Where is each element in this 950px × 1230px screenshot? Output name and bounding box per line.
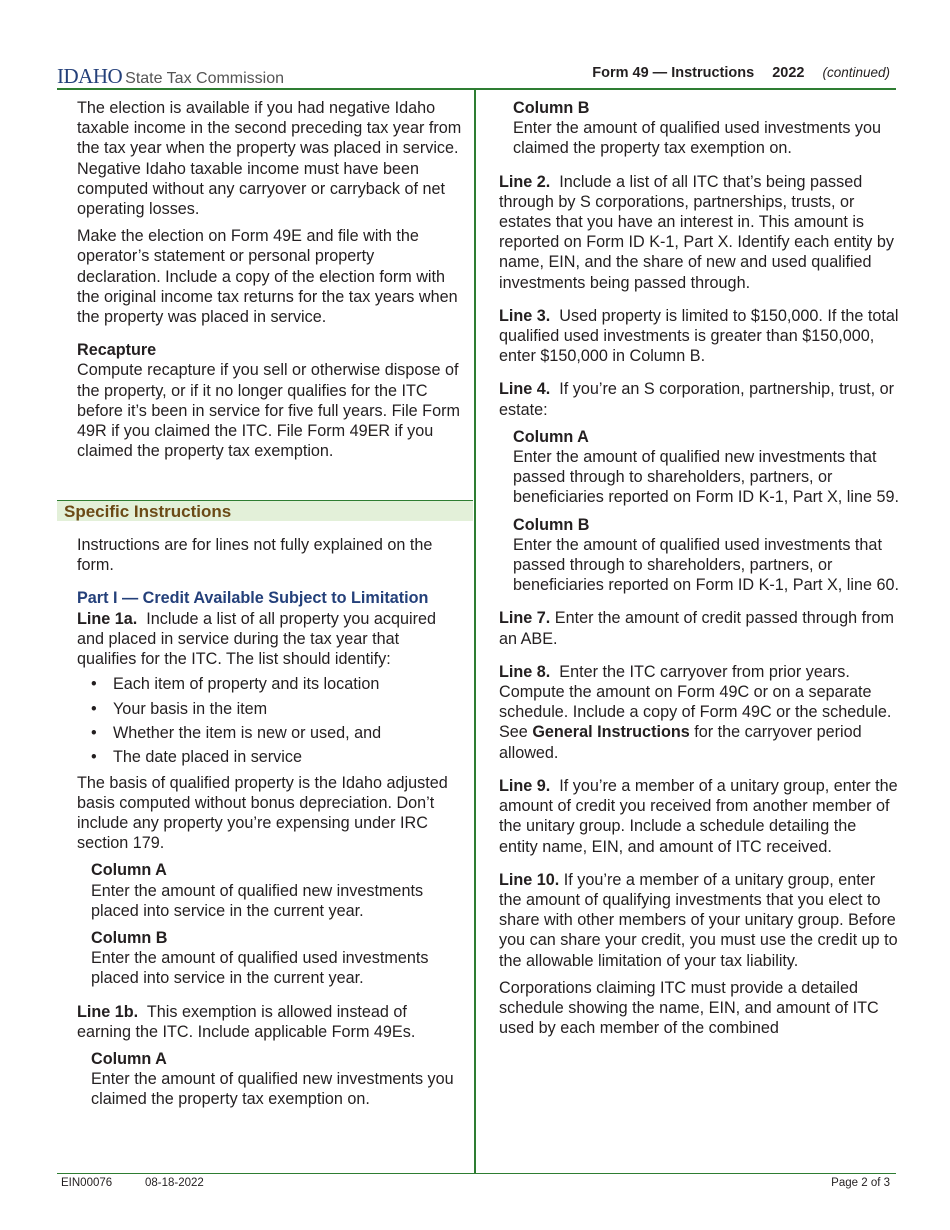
line-8-text: Enter the ITC carryover from prior years. Compute the amount on Form 49C or on a separate schedule. Include a copy of Form 49C or the schedule. See <box>499 662 892 742</box>
page-header <box>57 62 896 90</box>
form-title: Form 49 — Instructions <box>592 65 755 81</box>
column-b-heading: Column B <box>513 515 590 534</box>
line-1a-paragraph <box>77 609 462 670</box>
line-1a-column-a <box>77 860 462 988</box>
line-9-text: If you’re a member of a unitary group, enter the amount of credit you received from another member of the unitary group. Include a schedule detailing the entity name, EIN, and amount of ITC received. <box>499 776 898 856</box>
idaho-logo <box>57 64 284 89</box>
general-instructions-ref: General Instructions <box>532 723 690 742</box>
line-9-label: Line 9. <box>499 776 551 795</box>
continued-label: (continued) <box>822 65 890 80</box>
left-column <box>77 98 462 461</box>
form-year: 2022 <box>772 65 805 81</box>
line-8-text-end: for the carryover period allowed. <box>499 723 862 762</box>
logo-idaho-text: IDAHO <box>57 64 123 88</box>
line-7-text: Enter the amount of credit passed through from an ABE. <box>499 609 895 648</box>
line-3-text: Used property is limited to $150,000. If the total qualified used investments is greater than $150,000, enter $150,000 in Column B. <box>499 306 899 366</box>
logo-commission-text: State Tax Commission <box>125 70 285 87</box>
line-7-label: Line 7. <box>499 609 551 628</box>
column-b-heading: Column B <box>513 99 590 117</box>
recapture-heading: Recapture <box>77 341 157 360</box>
line-9-paragraph <box>499 776 899 857</box>
line-4-paragraph <box>499 379 899 419</box>
part1-heading: Part I — Credit Available Subject to Limitation <box>77 589 429 608</box>
column-a-heading: Column A <box>91 1050 167 1069</box>
corporations-paragraph: Corporations claiming ITC must provide a detailed schedule showing the name, EIN, and amount of ITC used by each member of the combined <box>499 978 879 1038</box>
right-column <box>499 98 899 1038</box>
recapture-text: Compute recapture if you sell or otherwise dispose of the property, or if it no longer qualifies for the ITC before it’s been in service for five full years. File Form 49R if you claimed the ITC. File Form 49ER if you claimed the property tax exemption. <box>77 361 460 461</box>
line-4-text: If you’re an S corporation, partnership, trust, or estate: <box>499 380 894 419</box>
line-1a-text: Include a list of all property you acquired and placed in service during the tax year that qualifies for the ITC. The list should identify: <box>77 609 437 669</box>
column-a-text: Enter the amount of qualified new investments you claimed the property tax exemption on. <box>91 1070 454 1109</box>
list-item: • Your basis in the item <box>91 699 462 719</box>
line-4-columns <box>499 427 899 596</box>
line-2-label: Line 2. <box>499 172 551 191</box>
line-1b-column-b <box>499 98 899 159</box>
page-number: Page 2 of 3 <box>831 1177 890 1189</box>
line-10-label: Line 10. <box>499 870 560 889</box>
form-code: EIN00076 <box>61 1177 113 1189</box>
property-identify-list <box>77 674 462 767</box>
line-4-label: Line 4. <box>499 380 551 399</box>
line-10-paragraph <box>499 870 899 971</box>
instructions-intro: Instructions are for lines not fully explained on the form. <box>77 536 433 575</box>
page-footer <box>57 1173 896 1189</box>
column-b-text: Enter the amount of qualified used investments you claimed the property tax exemption on. <box>513 119 882 158</box>
election-paragraph: The election is available if you had negative Idaho taxable income in the second preceding tax year from the tax year when the property was placed in service. Negative Idaho taxable income must have been computed without any carryover or carryback of net operating losses. <box>77 99 462 219</box>
line-1b-label: Line 1b. <box>77 1002 139 1021</box>
list-item: • Whether the item is new or used, and <box>91 723 462 743</box>
basis-paragraph: The basis of qualified property is the Idaho adjusted basis computed without bonus depreciation. Don’t include any property you’re expensing under IRC section 179. <box>77 773 448 853</box>
line-7-paragraph <box>499 608 899 648</box>
line-2-paragraph <box>499 172 899 293</box>
line-3-paragraph <box>499 306 899 367</box>
line-1a-label: Line 1a. <box>77 609 138 628</box>
line-1b-column-a <box>77 1049 462 1110</box>
specific-instructions-heading: Specific Instructions <box>57 500 473 521</box>
column-b-text: Enter the amount of qualified used investments placed into service in the current year. <box>91 949 429 988</box>
column-a-heading: Column A <box>513 427 589 446</box>
line-3-label: Line 3. <box>499 306 551 325</box>
column-divider <box>474 89 476 1174</box>
line-8-paragraph <box>499 662 899 763</box>
column-b-text: Enter the amount of qualified used investments that passed through to shareholders, partners, or beneficiaries reported on Form ID K-1, Part X, line 60. <box>513 535 899 595</box>
column-a-text: Enter the amount of qualified new investments placed into service in the current year. <box>91 881 424 920</box>
make-election-paragraph: Make the election on Form 49E and file with the operator’s statement or personal property declaration. Include a copy of the election form with the original income tax returns for the tax years when the property was placed in service. <box>77 227 458 327</box>
column-a-heading: Column A <box>91 861 167 880</box>
line-1b-text: This exemption is allowed instead of earning the ITC. Include applicable Form 49Es. <box>77 1002 416 1041</box>
column-a-text: Enter the amount of qualified new investments that passed through to shareholders, partners, or beneficiaries reported on Form ID K-1, Part X, line 59. <box>513 448 899 507</box>
line-8-label: Line 8. <box>499 662 551 681</box>
left-column-lower <box>77 535 462 1110</box>
line-10-text: If you’re a member of a unitary group, enter the amount of qualifying investments that you elect to share with other members of your unitary group. Before you can share your credit, you must use the credit up to the allowable limitation of your tax liability. <box>499 870 898 970</box>
list-item: • Each item of property and its location <box>91 674 462 694</box>
column-b-heading: Column B <box>91 929 168 948</box>
list-item: • The date placed in service <box>91 747 462 767</box>
line-1b-paragraph <box>77 1002 462 1042</box>
revision-date: 08-18-2022 <box>145 1177 204 1189</box>
line-2-text: Include a list of all ITC that’s being passed through by S corporations, partnerships, trusts, or estates that you have an interest in. This amount is reported on Form ID K-1, Part X. Identify each entity by name, EIN, and the share of new and used qualified investments being passed through. <box>499 172 894 292</box>
header-form-info <box>592 65 890 81</box>
